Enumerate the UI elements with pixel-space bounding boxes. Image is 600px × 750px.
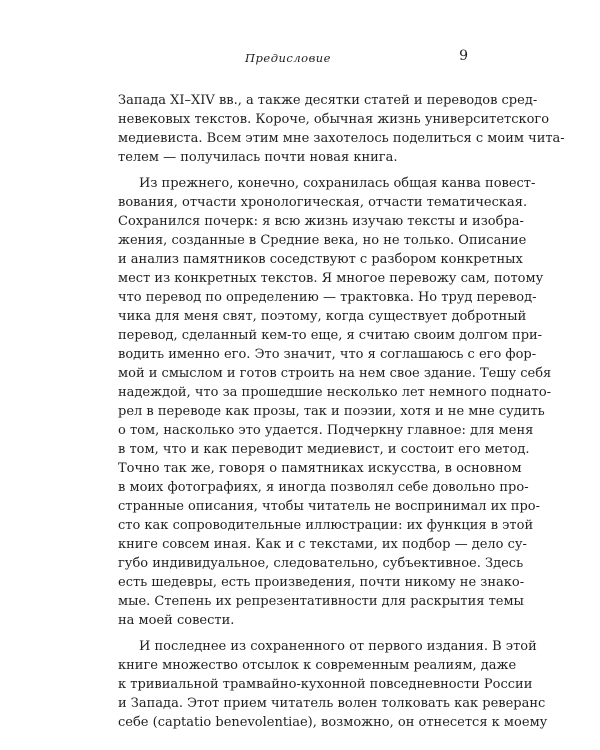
text-line: водить именно его. Это значит, что я соглашаюсь с его фор-: [118, 347, 537, 362]
text-line: перевод, сделанный кем-то еще, я считаю своим долгом при-: [118, 328, 543, 343]
text-line: телем — получилась почти новая книга.: [118, 150, 398, 165]
running-title: Предисловие: [245, 51, 331, 65]
paragraph-gap: [118, 167, 470, 174]
text-line: и Запада. Этот прием читатель волен толковать как реверанс: [118, 696, 546, 711]
text-line: Запада XI–XIV вв., а также десятки статей и переводов сред-: [118, 93, 538, 108]
text-line: книге совсем иная. Как и с текстами, их подбор — дело су-: [118, 537, 527, 552]
text-line: надеждой, что за прошедшие несколько лет немного поднато-: [118, 385, 552, 400]
text-line: Сохранился почерк: я всю жизнь изучаю тексты и изобра-: [118, 214, 524, 229]
paragraph: [118, 91, 565, 167]
running-header: [118, 48, 468, 70]
text-line: мые. Степень их репрезентативности для раскрытия темы: [118, 594, 524, 609]
text-line: жения, созданные в Средние века, но не только. Описание: [118, 233, 527, 248]
text-line: губо индивидуальное, следовательно, субъективное. Здесь: [118, 556, 524, 571]
text-line: в моих фотографиях, я иногда позволял себе довольно про-: [118, 480, 529, 495]
text-line: невековых текстов. Короче, обычная жизнь университетского: [118, 112, 550, 127]
text-line: медиевиста. Всем этим мне захотелось поделиться с моим чита-: [118, 131, 565, 146]
text-line: и анализ памятников соседствуют с разбором конкретных: [118, 252, 523, 267]
page-number: 9: [459, 48, 468, 64]
text-line: Точно так же, говоря о памятниках искусства, в основном: [118, 461, 522, 476]
text-line: книге множество отсылок к современным реалиям, даже: [118, 658, 517, 673]
text-line: в том, что и как переводит медиевист, и состоит его метод.: [118, 442, 530, 457]
text-line: сто как сопроводительные иллюстрации: их функция в этой: [118, 518, 534, 533]
paragraph-gap: [118, 630, 470, 637]
text-line: о том, насколько это удается. Подчеркну главное: для меня: [118, 423, 534, 438]
text-line: к тривиальной трамвайно-кухонной повседневности России: [118, 677, 533, 692]
text-line: И последнее из сохраненного от первого издания. В этой: [139, 639, 537, 654]
text-line: что перевод по определению — трактовка. Но труд перевод-: [118, 290, 537, 305]
text-line: странные описания, чтобы читатель не воспринимал их про-: [118, 499, 540, 514]
paragraph: [118, 174, 552, 630]
paragraph: [118, 637, 548, 732]
text-line: есть шедевры, есть произведения, почти никому не знако-: [118, 575, 525, 590]
text-line: рел в переводе как прозы, так и поэзии, хотя и не мне судить: [118, 404, 545, 419]
text-line: Из прежнего, конечно, сохранилась общая канва повест-: [139, 176, 536, 191]
text-line: мест из конкретных текстов. Я многое перевожу сам, потому: [118, 271, 544, 286]
text-line: вования, отчасти хронологическая, отчасти тематическая.: [118, 195, 528, 210]
text-line: чика для меня свят, поэтому, когда существует добротный: [118, 309, 527, 324]
body-text: [118, 91, 565, 732]
text-line: на моей совести.: [118, 613, 235, 628]
text-line: себе (captatio benevolentiae), возможно, он отнесется к моему: [118, 715, 548, 730]
text-line: мой и смыслом и готов строить на нем свое здание. Тешу себя: [118, 366, 552, 381]
